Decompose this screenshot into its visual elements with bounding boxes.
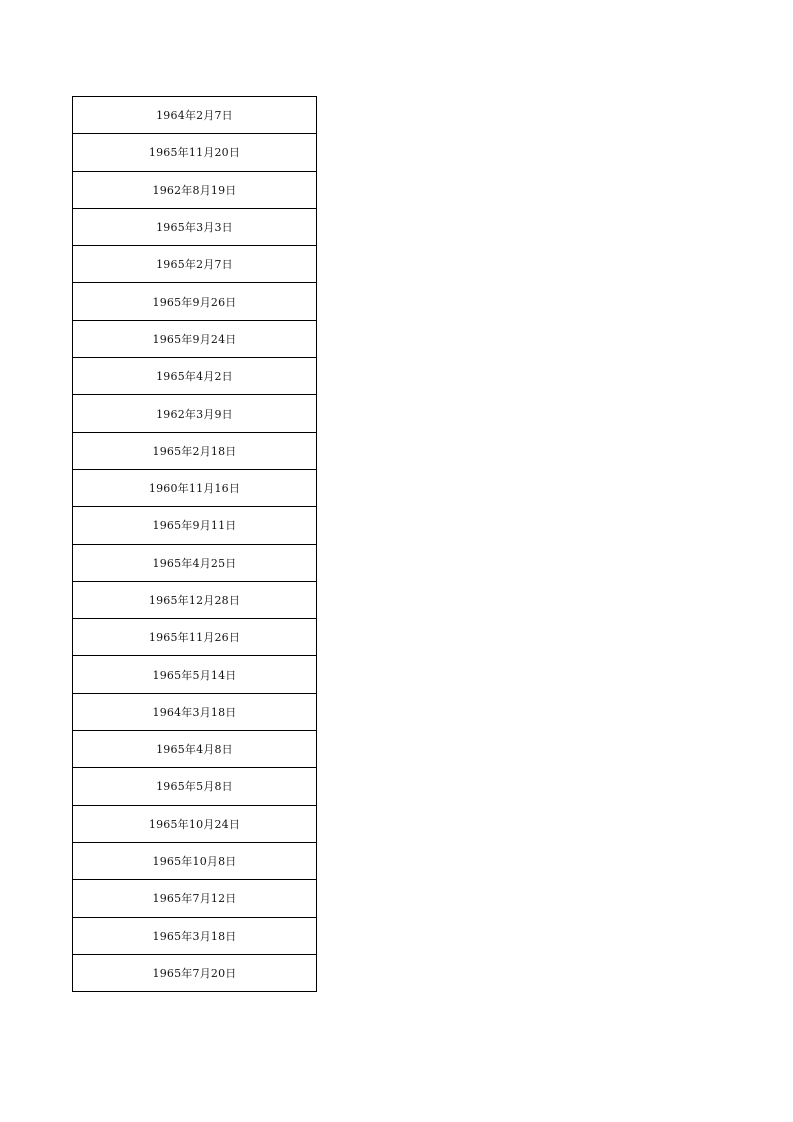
date-cell: 1965年11月20日: [73, 134, 317, 171]
date-cell: 1964年2月7日: [73, 97, 317, 134]
date-cell: 1965年2月7日: [73, 246, 317, 283]
table-row: [73, 842, 317, 879]
date-cell: 1960年11月16日: [73, 469, 317, 506]
date-cell: 1965年3月3日: [73, 208, 317, 245]
date-cell: 1965年7月12日: [73, 880, 317, 917]
date-cell: 1965年7月20日: [73, 954, 317, 991]
table-row: [73, 619, 317, 656]
date-table: [72, 96, 317, 992]
date-cell: 1965年9月26日: [73, 283, 317, 320]
table-row: [73, 97, 317, 134]
table-row: [73, 581, 317, 618]
date-cell: 1965年5月8日: [73, 768, 317, 805]
table-row: [73, 171, 317, 208]
date-cell: 1964年3月18日: [73, 693, 317, 730]
date-cell: 1962年3月9日: [73, 395, 317, 432]
date-cell: 1965年10月24日: [73, 805, 317, 842]
table-row: [73, 208, 317, 245]
date-cell: 1965年5月14日: [73, 656, 317, 693]
table-row: [73, 134, 317, 171]
date-cell: 1965年4月8日: [73, 731, 317, 768]
date-cell: 1965年9月24日: [73, 320, 317, 357]
table-row: [73, 358, 317, 395]
table-row: [73, 693, 317, 730]
table-row: [73, 880, 317, 917]
table-row: [73, 768, 317, 805]
table-row: [73, 544, 317, 581]
table-row: [73, 954, 317, 991]
table-row: [73, 283, 317, 320]
date-cell: 1965年12月28日: [73, 581, 317, 618]
table-row: [73, 395, 317, 432]
table-row: [73, 469, 317, 506]
date-cell: 1965年2月18日: [73, 432, 317, 469]
date-table-body: [73, 97, 317, 992]
table-row: [73, 507, 317, 544]
table-row: [73, 731, 317, 768]
table-row: [73, 805, 317, 842]
table-row: [73, 246, 317, 283]
table-row: [73, 656, 317, 693]
table-row: [73, 432, 317, 469]
date-cell: 1965年10月8日: [73, 842, 317, 879]
date-cell: 1965年4月2日: [73, 358, 317, 395]
date-cell: 1962年8月19日: [73, 171, 317, 208]
date-cell: 1965年3月18日: [73, 917, 317, 954]
table-row: [73, 320, 317, 357]
date-cell: 1965年9月11日: [73, 507, 317, 544]
date-cell: 1965年11月26日: [73, 619, 317, 656]
date-cell: 1965年4月25日: [73, 544, 317, 581]
table-row: [73, 917, 317, 954]
